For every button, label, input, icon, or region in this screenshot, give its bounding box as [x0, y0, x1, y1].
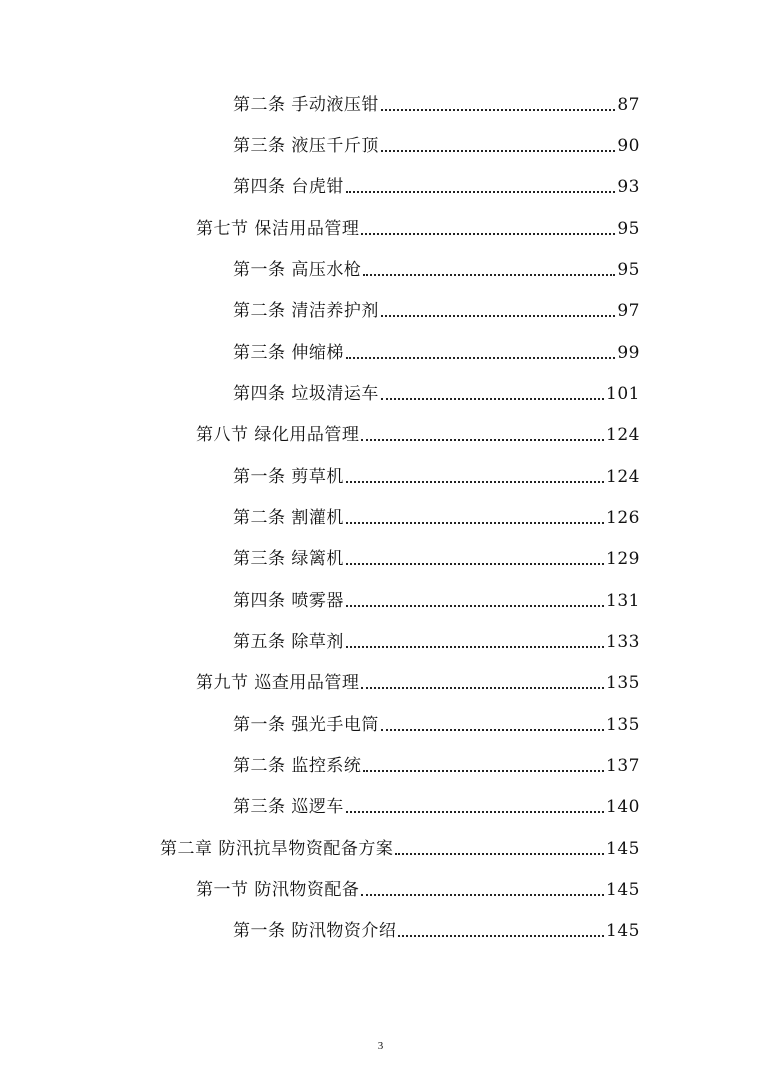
toc-entry-page-number: 126 — [606, 508, 640, 528]
toc-entry[interactable] — [233, 253, 640, 281]
toc-entry-label: 第二条 手动液压钳 — [233, 95, 379, 115]
toc-entry-page-number: 95 — [617, 260, 640, 280]
dot-leader — [346, 605, 604, 607]
toc-entry-label: 第九节 巡查用品管理 — [196, 673, 360, 693]
toc-entry-page-number: 145 — [606, 921, 640, 941]
dot-leader — [346, 811, 604, 813]
toc-entry-label: 第四条 垃圾清运车 — [233, 384, 379, 404]
dot-leader — [346, 357, 615, 359]
toc-entry[interactable] — [233, 749, 640, 777]
toc-entry-page-number: 129 — [606, 549, 640, 569]
toc-entry-label: 第一节 防汛物资配备 — [196, 880, 360, 900]
toc-entry-label: 第二条 割灌机 — [233, 508, 344, 528]
dot-leader — [381, 315, 615, 317]
toc-entry-page-number: 137 — [606, 756, 640, 776]
toc-entry-page-number: 135 — [606, 673, 640, 693]
page-number: 3 — [377, 1040, 384, 1052]
dot-leader — [361, 439, 604, 441]
toc-entry-label: 第三条 绿篱机 — [233, 549, 344, 569]
dot-leader — [361, 687, 604, 689]
toc-entry[interactable] — [233, 708, 640, 736]
dot-leader — [395, 853, 604, 855]
toc-entry[interactable] — [233, 790, 640, 818]
toc-entry-page-number: 124 — [606, 425, 640, 445]
toc-entry-page-number: 87 — [617, 95, 640, 115]
toc-entry[interactable] — [196, 418, 640, 446]
toc-entry-label: 第五条 除草剂 — [233, 632, 344, 652]
toc-entry-page-number: 131 — [606, 591, 640, 611]
toc-entry-page-number: 145 — [606, 880, 640, 900]
toc-entry-page-number: 124 — [606, 467, 640, 487]
toc-entry-label: 第一条 剪草机 — [233, 467, 344, 487]
toc-entry[interactable] — [233, 129, 640, 157]
dot-leader — [381, 729, 604, 731]
toc-entry[interactable] — [233, 542, 640, 570]
toc-entry-label: 第四条 喷雾器 — [233, 591, 344, 611]
toc-entry-page-number: 133 — [606, 632, 640, 652]
toc-entry-label: 第二条 清洁养护剂 — [233, 301, 379, 321]
toc-entry-page-number: 140 — [606, 797, 640, 817]
dot-leader — [346, 522, 604, 524]
toc-entry[interactable] — [233, 88, 640, 116]
toc-entry[interactable] — [233, 294, 640, 322]
toc-entry[interactable] — [233, 336, 640, 364]
dot-leader — [381, 109, 615, 111]
toc-entry-page-number: 90 — [617, 136, 640, 156]
toc-entry-page-number: 99 — [617, 343, 640, 363]
toc-entry-page-number: 93 — [617, 177, 640, 197]
toc-entry[interactable] — [233, 501, 640, 529]
toc-entry[interactable] — [233, 584, 640, 612]
toc-entry-page-number: 97 — [617, 301, 640, 321]
toc-entry-label: 第四条 台虎钳 — [233, 177, 344, 197]
toc-entry-page-number: 135 — [606, 715, 640, 735]
toc-entry[interactable] — [196, 873, 640, 901]
toc-entry[interactable] — [196, 666, 640, 694]
toc-entry-page-number: 145 — [606, 839, 640, 859]
dot-leader — [381, 150, 615, 152]
dot-leader — [346, 191, 615, 193]
dot-leader — [346, 481, 604, 483]
toc-entry-page-number: 101 — [606, 384, 640, 404]
toc-entry-label: 第二条 监控系统 — [233, 756, 362, 776]
toc-entry[interactable] — [233, 914, 640, 942]
toc-entry[interactable] — [233, 460, 640, 488]
toc-entry-page-number: 95 — [617, 219, 640, 239]
toc-entry-label: 第一条 防汛物资介绍 — [233, 921, 397, 941]
dot-leader — [361, 233, 615, 235]
toc-entry-label: 第一条 强光手电筒 — [233, 715, 379, 735]
toc-entry[interactable] — [233, 625, 640, 653]
toc-entry[interactable] — [233, 170, 640, 198]
dot-leader — [346, 646, 604, 648]
dot-leader — [363, 274, 615, 276]
toc-entry-label: 第三条 伸缩梯 — [233, 343, 344, 363]
toc-entry-label: 第三条 液压千斤顶 — [233, 136, 379, 156]
toc-entry-label: 第八节 绿化用品管理 — [196, 425, 360, 445]
toc-entry-label: 第三条 巡逻车 — [233, 797, 344, 817]
toc-entry-label: 第一条 高压水枪 — [233, 260, 362, 280]
dot-leader — [346, 563, 604, 565]
toc-entry[interactable] — [233, 377, 640, 405]
toc-entry-label: 第七节 保洁用品管理 — [196, 219, 360, 239]
dot-leader — [361, 894, 604, 896]
toc-entry-label: 第二章 防汛抗旱物资配备方案 — [160, 839, 394, 859]
toc-entry[interactable] — [160, 832, 640, 860]
dot-leader — [381, 398, 604, 400]
dot-leader — [398, 935, 604, 937]
toc-entry[interactable] — [196, 212, 640, 240]
dot-leader — [363, 770, 604, 772]
